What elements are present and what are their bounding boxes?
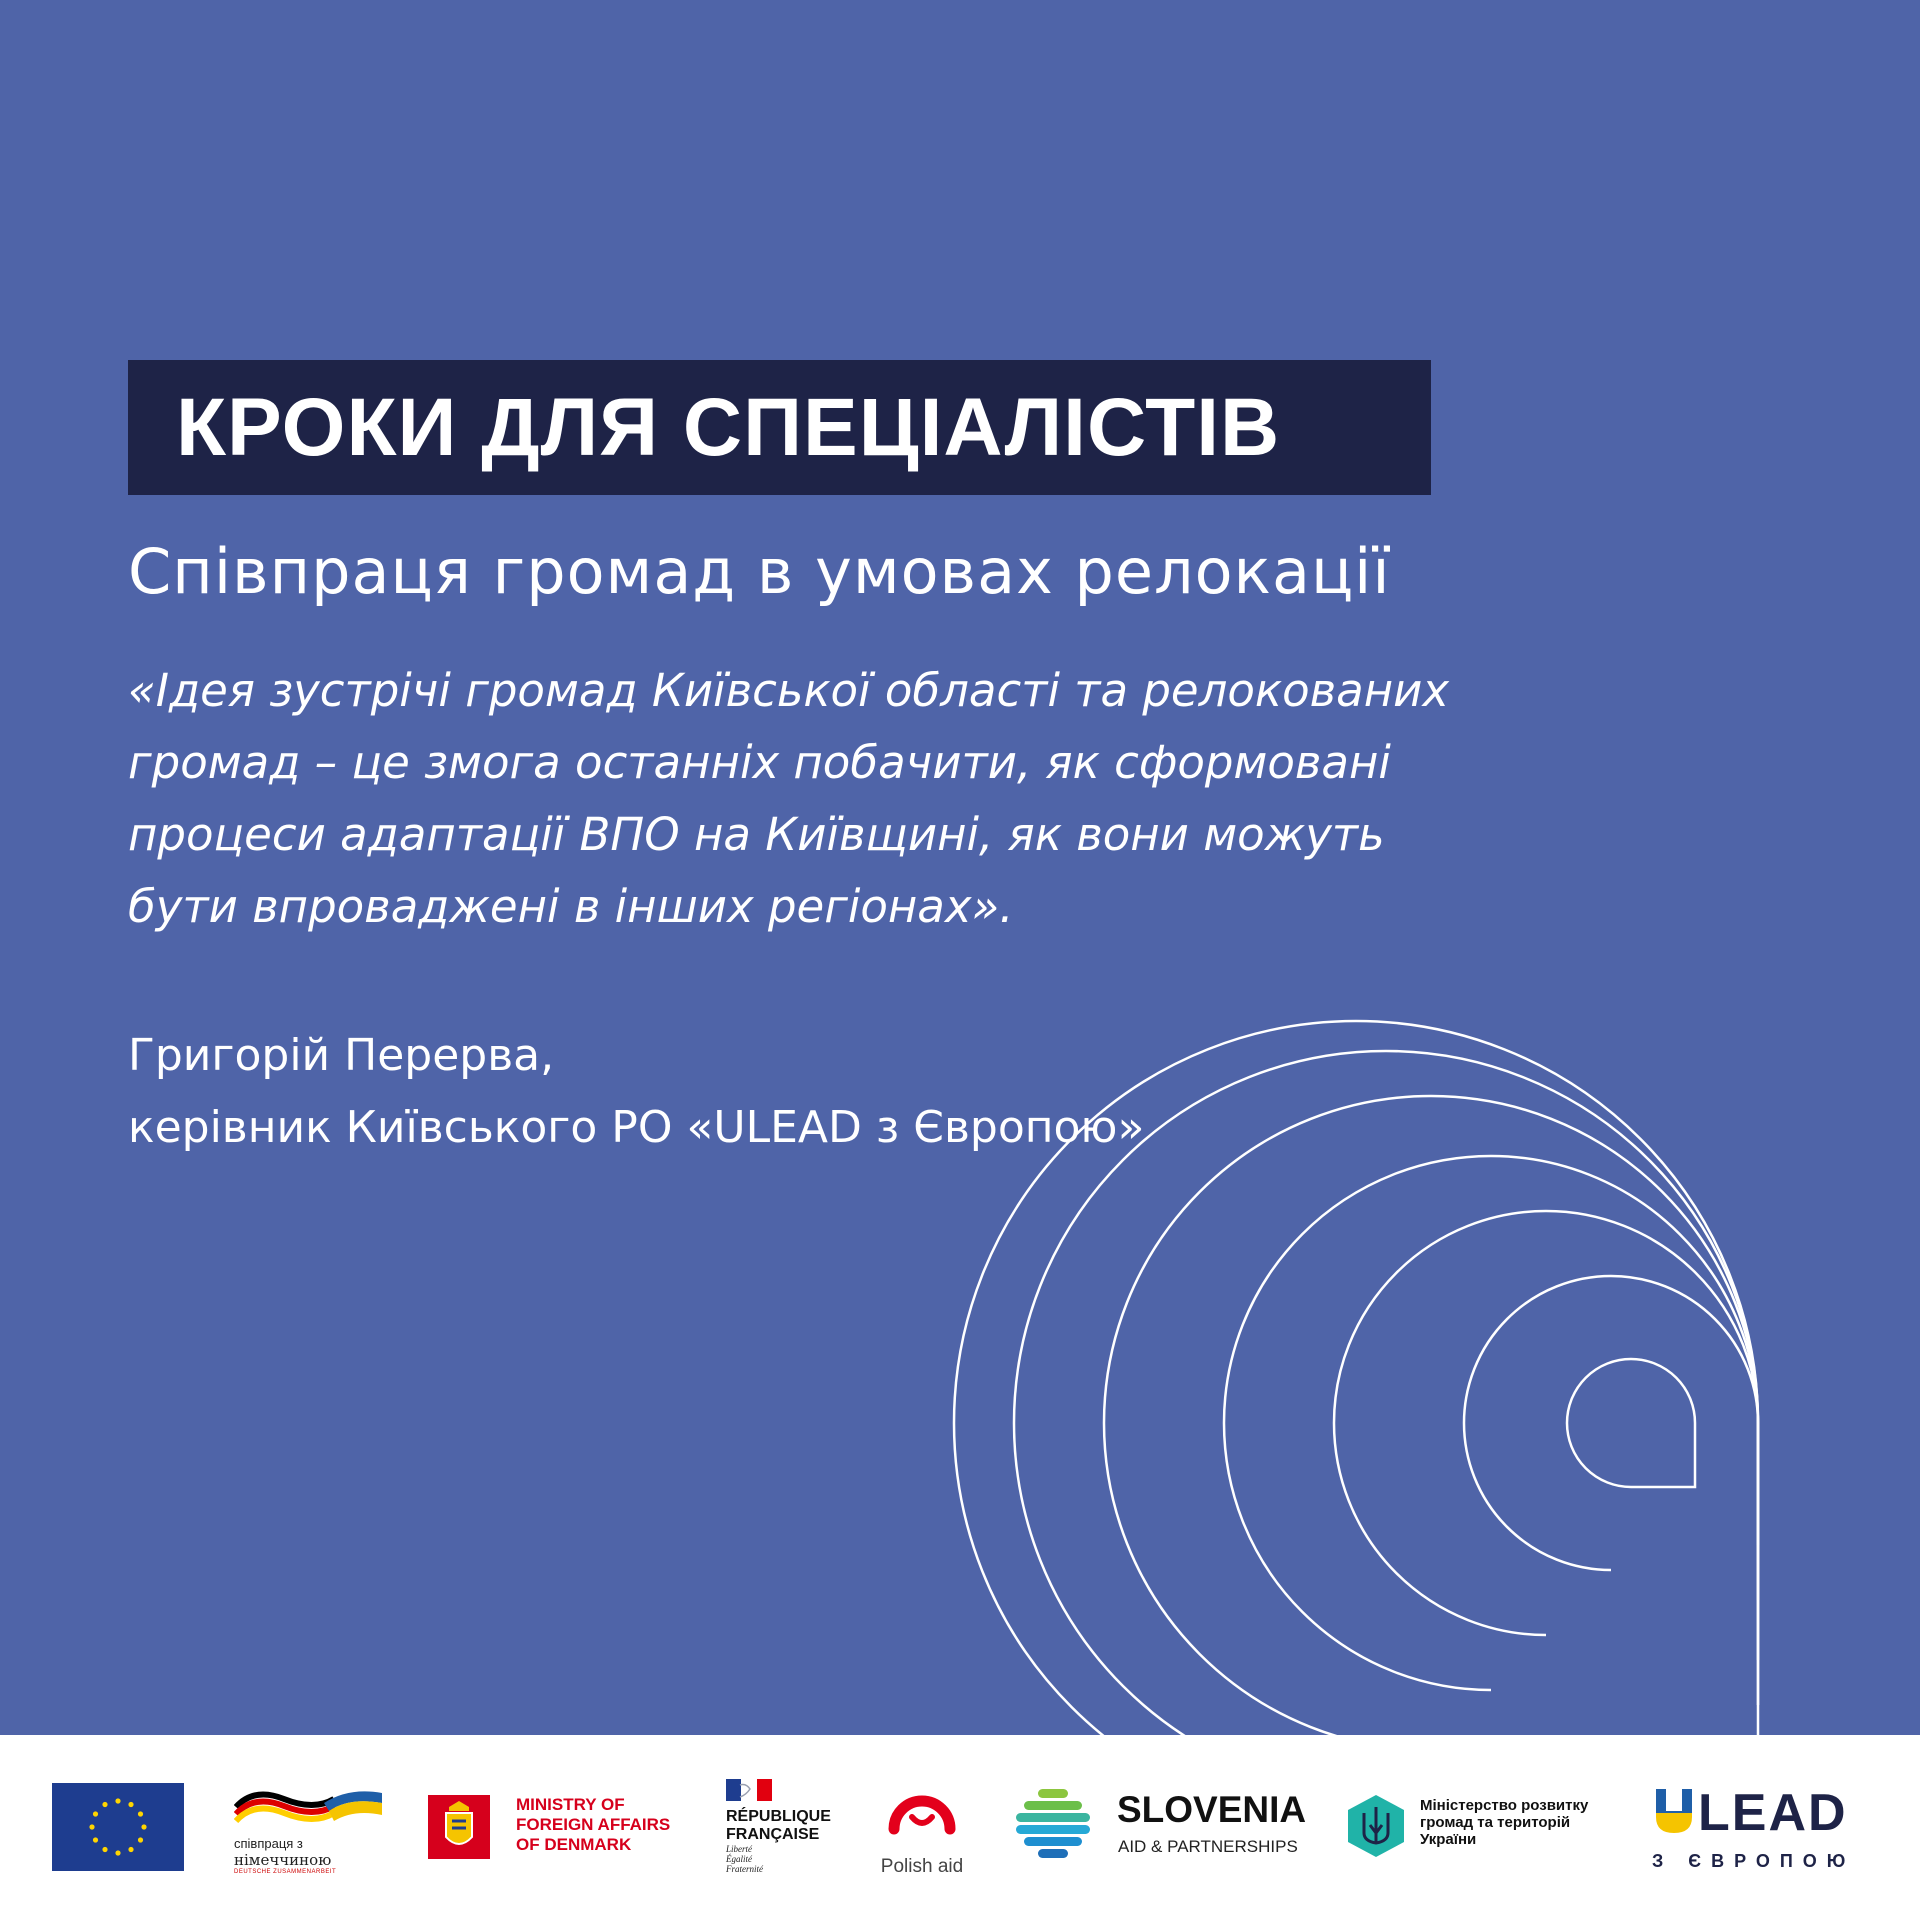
quote-line: «Ідея зустрічі громад Київської області та релокованих [128,664,1449,717]
france-motto1: Liberté [726,1844,752,1854]
marianne-flag-icon [726,1779,772,1801]
slovenia-tagline: AID & PARTNERSHIPS [1118,1837,1298,1856]
germany-cooperation-logo [234,1785,384,1875]
ulead-logo [1652,1785,1872,1875]
denmark-line2: FOREIGN AFFAIRS [516,1815,671,1834]
quote-line: бути впроваджені в інших регіонах». [128,880,1014,933]
slovenia-aid-logo [1014,1787,1307,1877]
ulead-tagline: З ЄВРОПОЮ [1652,1851,1856,1871]
ministry-line1: Міністерство розвитку [1420,1797,1589,1814]
france-line2: FRANÇAISE [726,1826,820,1843]
germany-ukraine-ribbon-icon [234,1785,384,1829]
partner-logos-footer [0,1735,1920,1920]
denmark-line1: MINISTRY OF [516,1795,625,1814]
page-title: КРОКИ ДЛЯ СПЕЦІАЛІСТІВ [176,381,1281,473]
germany-line3: DEUTSCHE ZUSAMMENARBEIT [234,1869,337,1875]
france-motto2: Égalité [726,1854,752,1864]
slovenia-stripes-icon [1014,1787,1092,1863]
denmark-mfa-logo [428,1795,688,1865]
trident-hexagon-icon [1344,1793,1408,1859]
ulead-u-flag-icon [1652,1787,1696,1837]
author-name: Григорій Перерва, [128,1030,555,1081]
ulead-name: LEAD [1698,1784,1848,1842]
quote-line: процеси адаптації ВПО на Київщині, як вони можуть [128,808,1385,861]
eu-flag-logo [52,1783,184,1871]
ministry-line3: України [1420,1831,1477,1848]
heading-banner [128,360,1431,495]
eu-flag-icon [52,1783,184,1871]
quote-text [128,655,1688,943]
france-motto3: Fraternité [726,1864,763,1874]
author-title: керівник Київського РО «ULEAD з Європою» [128,1102,1145,1153]
danish-coat-of-arms-icon [428,1795,490,1859]
france-republic-logo [726,1779,836,1879]
slovenia-name: SLOVENIA [1117,1789,1307,1830]
germany-line2: німеччиною [234,1851,332,1869]
germany-line1: співпраця з [234,1836,303,1851]
quote-author [128,1020,1144,1164]
france-line1: RÉPUBLIQUE [726,1808,831,1825]
denmark-line3: OF DENMARK [516,1835,632,1854]
polish-aid-icon [882,1783,962,1849]
polish-aid-label: Polish aid [880,1856,964,1877]
polish-aid-logo [876,1783,968,1883]
quote-line: громад – це змога останніх побачити, як сформовані [128,736,1391,789]
ministry-communities-logo [1344,1793,1614,1863]
page-subtitle: Співпраця громад в умовах релокації [128,535,1391,608]
ministry-line2: громад та територій [1420,1814,1571,1831]
